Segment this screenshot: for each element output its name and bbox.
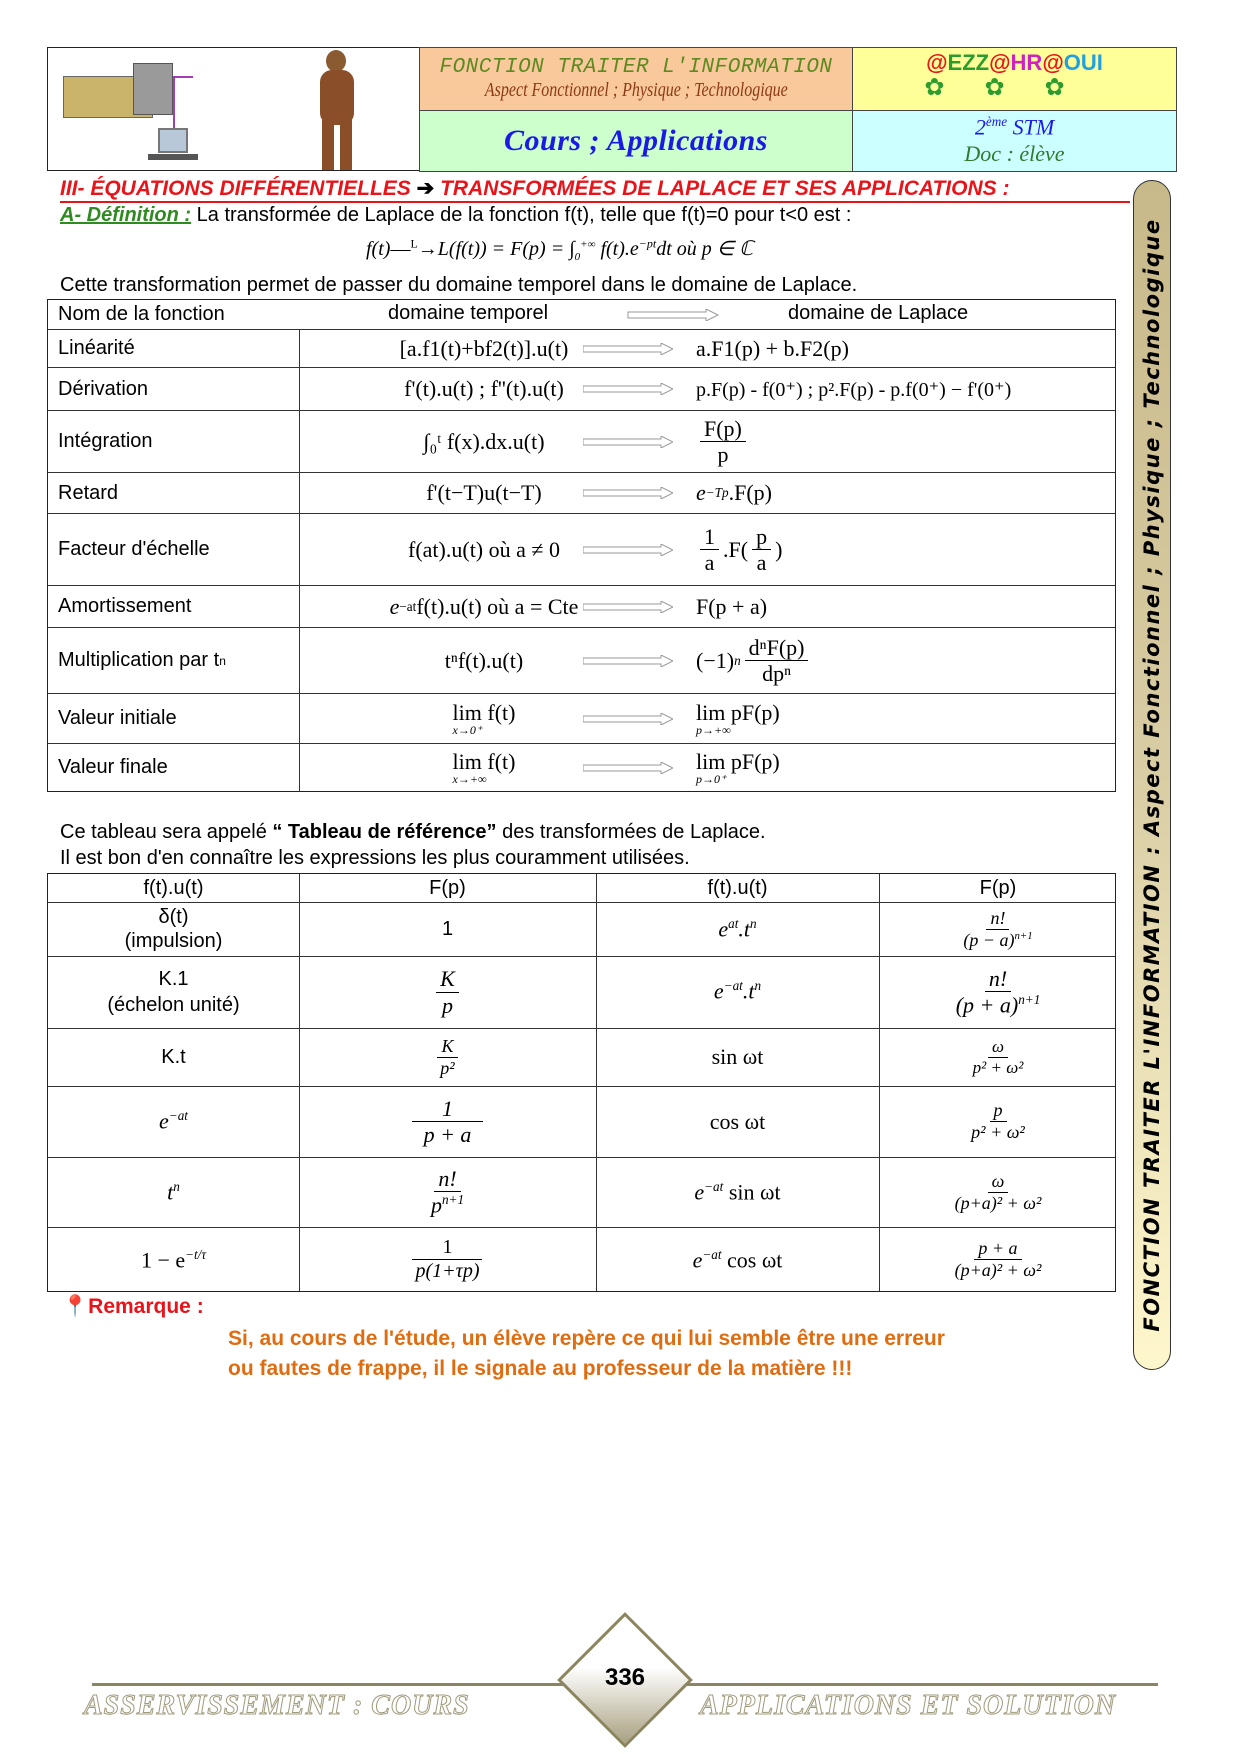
header-box xyxy=(47,47,1176,171)
table-cell: $\frac{n!}{(p + a)^{n+1}}$ xyxy=(955,966,1041,1018)
table-cell: sin ωt xyxy=(711,1044,764,1069)
footer-left-text: ASSERVISSEMENT : COURS xyxy=(84,1690,470,1721)
column-header: f(t).u(t) xyxy=(707,876,768,899)
table-cell: $\frac{p + a}{\text{(p+a)² + ω²}}$ xyxy=(954,1237,1042,1280)
usage-note: Il est bon d'en connaître les expressions les plus couramment utilisées. xyxy=(60,847,690,869)
header-title: FONCTION TRAITER L'INFORMATION xyxy=(439,56,833,79)
table-row: Linéarité [a.f1(t)+bf2(t)].u(t) a.F1(p) + b.F2(p) xyxy=(48,329,1115,367)
footer-right-text: APPLICATIONS ET SOLUTION xyxy=(700,1690,1117,1721)
computer-illustration xyxy=(63,58,263,163)
table-row: Multiplication par t n tⁿf(t).u(t) (−1) n $\frac{\text{dⁿF(p)}}{\text{dpⁿ}}$ xyxy=(48,627,1115,693)
table-cell: $\frac{K}{\text{p²}}$ xyxy=(299,1028,596,1086)
hollow-arrow-icon xyxy=(583,544,673,556)
table-cell: $t^n$ xyxy=(167,1179,180,1205)
header-title-cell xyxy=(419,47,853,111)
author-logo: @EZZ@HR@OUI xyxy=(926,50,1103,75)
hollow-arrow-icon xyxy=(583,383,673,395)
remark-text: Si, au cours de l'étude, un élève repère ce qui lui semble être une erreur ou fautes de frappe, il le signale au professeur de la matière !!! xyxy=(228,1327,945,1380)
table-cell: $\frac{K}{p}$ xyxy=(299,956,596,1028)
reference-table-note: Ce tableau sera appelé “ Tableau de référence” des transformées de Laplace. xyxy=(60,821,766,843)
human-nervous-system-illustration xyxy=(308,48,368,170)
level-label: 2ème STM xyxy=(974,114,1055,140)
table-row: Valeur finale lim f(t) x→+∞ lim pF(p) p→0⁺ xyxy=(48,743,1115,791)
level-cell xyxy=(852,110,1177,172)
table-cell: $\frac{p}{\text{p² + ω²}}$ xyxy=(971,1100,1025,1142)
hollow-arrow-icon xyxy=(583,436,673,448)
author-cell xyxy=(852,47,1177,111)
intro-text: Cette transformation permet de passer du domaine temporel dans le domaine de Laplace. xyxy=(60,274,858,296)
table-cell: $e^{-at}$ sin ωt xyxy=(694,1179,781,1205)
table-cell: cos ωt xyxy=(709,1108,766,1134)
hollow-arrow-icon xyxy=(583,343,673,355)
table-cell: $e^{-at}$ xyxy=(159,1108,188,1134)
table-row: Facteur d'échelle f(at).u(t) où a ≠ 0 $\frac{1}{a}$ .F( $\frac{p}{a}$ ) xyxy=(48,513,1115,585)
table-row: Dérivation f'(t).u(t) ; f''(t).u(t) p.F(p) - f(0⁺) ; p².F(p) - p.f(0⁺) − f'(0⁺) xyxy=(48,367,1115,410)
table-cell: $\frac{n!}{(p - a)^{n+1}}$ xyxy=(963,907,1033,950)
definition-line: A- Définition : La transformée de Laplace de la fonction f(t), telle que f(t)=0 pour t<0 est : xyxy=(60,204,852,226)
hollow-arrow-icon xyxy=(583,487,673,499)
remark-heading: 📍Remarque : xyxy=(62,1295,204,1318)
table-cell: K.1 (échelon unité) xyxy=(107,968,240,1016)
pushpin-icon: 📍 xyxy=(62,1295,89,1318)
column-header: F(p) xyxy=(979,876,1017,899)
table-cell: $e^{-at}$ cos ωt xyxy=(692,1247,783,1273)
hollow-arrow-icon xyxy=(583,762,673,774)
header-subtitle: Aspect Fonctionnel ; Physique ; Technologique xyxy=(484,79,788,101)
table-cell: $e^{-at}.t^n$ xyxy=(713,978,762,1004)
table-cell: $\frac{\omega}{\text{p² + ω²}}$ xyxy=(972,1036,1024,1077)
table-cell: $\frac{1}{p(1+\tau p)}$ xyxy=(299,1227,596,1291)
table-cell: $1 - e^{-t/\tau}$ xyxy=(140,1247,207,1273)
table-cell: 1 xyxy=(441,917,454,940)
table-row: Amortissement e −at f(t).u(t) où a = Cte F(p + a) xyxy=(48,585,1115,627)
laplace-reference-table xyxy=(47,873,1116,1292)
flower-icons: ✿✿✿ xyxy=(924,74,1105,101)
hollow-arrow-icon xyxy=(583,713,673,725)
table-cell: $\frac{\omega}{\text{(p+a)² + ω²}}$ xyxy=(954,1170,1042,1213)
table-row: Retard f'(t−T)u(t−T) e −Tp .F(p) xyxy=(48,472,1115,513)
side-banner: FONCTION TRAITER L'INFORMATION : Aspect Fonctionnel ; Physique ; Technologique xyxy=(1133,180,1171,1370)
table-cell: δ(t) (impulsion) xyxy=(124,906,223,952)
table-cell: $e^{at}.t^n$ xyxy=(718,916,757,942)
course-cell xyxy=(419,110,853,172)
table-cell: K.t xyxy=(161,1045,186,1068)
page-number: 336 xyxy=(604,1664,646,1691)
column-header: F(p) xyxy=(429,876,466,899)
arrow-right-icon: ➔ xyxy=(416,177,435,200)
table-row: Valeur initiale lim f(t) x→0⁺ lim pF(p) p→+∞ xyxy=(48,693,1115,743)
table-cell: $\frac{1}{p + a}$ xyxy=(299,1086,596,1157)
definition-label: A- Définition : xyxy=(60,204,192,226)
hollow-arrow-icon xyxy=(603,309,743,321)
laplace-definition-formula: f(t)—$^L$→L(f(t)) = $F(p) = \int_0^{+\infty}$ $f(t).e^{-pt}dt$ où p ∈ ℂ xyxy=(366,236,754,263)
doc-label: Doc : élève xyxy=(964,141,1065,167)
course-label: Cours ; Applications xyxy=(504,124,768,157)
hollow-arrow-icon xyxy=(583,601,673,613)
laplace-properties-table xyxy=(47,299,1116,792)
table-header-row: Nom de la fonction domaine temporel domaine de Laplace xyxy=(58,302,969,325)
section-title: III- ÉQUATIONS DIFFÉRENTIELLES ➔ TRANSFORMÉES DE LAPLACE ET SES APPLICATIONS : xyxy=(60,176,1130,203)
column-header: f(t).u(t) xyxy=(143,876,204,899)
table-cell: $\frac{n!}{p^{n+1}}$ xyxy=(430,1166,465,1218)
hollow-arrow-icon xyxy=(583,655,673,667)
table-row: Intégration ∫₀ᵗ f(x).dx.u(t) $\frac{F(p)}{p}$ xyxy=(48,410,1115,472)
